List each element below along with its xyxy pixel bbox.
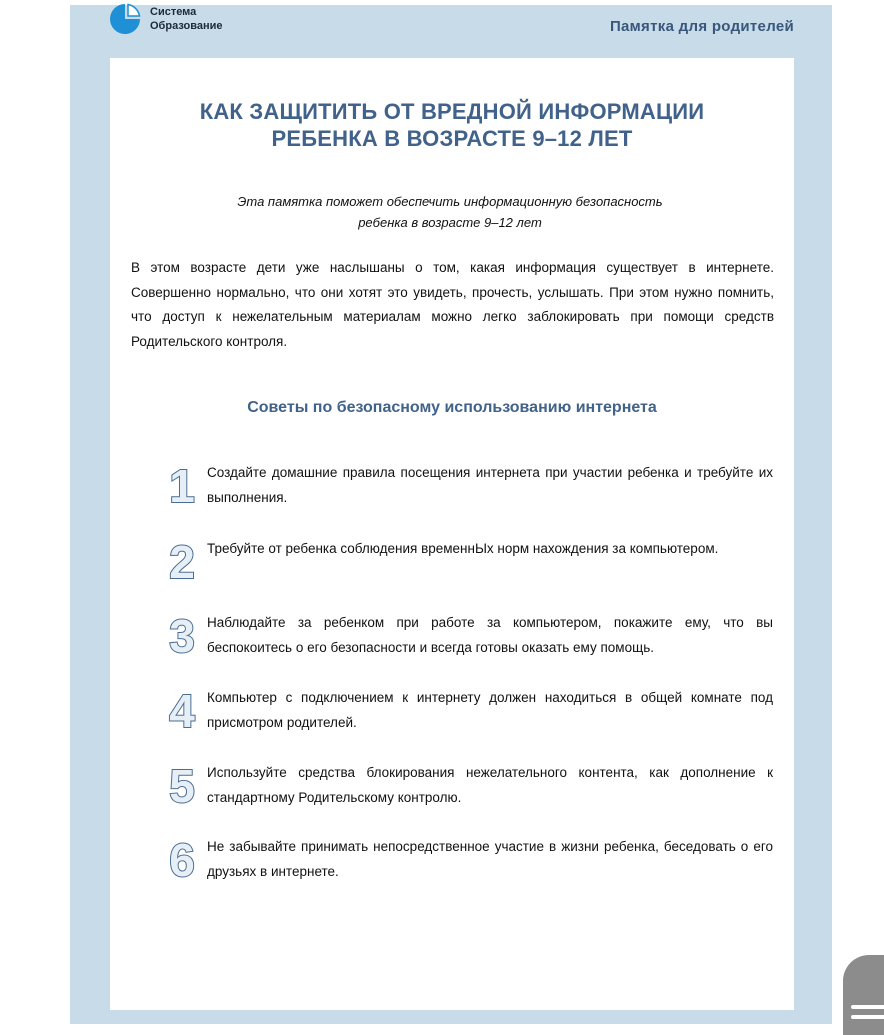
tip-text: Используйте средства блокирования нежелательного контента, как дополнение к стандартному Родительскому контролю. <box>207 765 773 805</box>
tip-number: 5 <box>169 760 195 810</box>
title-line-2: РЕБЕНКА В ВОЗРАСТЕ 9–12 ЛЕТ <box>271 126 633 151</box>
logo-line-2: Образование <box>150 20 223 32</box>
tip-number: 3 <box>169 610 195 660</box>
tip-text: Компьютер с подключением к интернету должен находиться в общей комнате под присмотром родителей. <box>207 690 773 730</box>
tip-number-badge <box>160 460 206 510</box>
tip-text: Не забывайте принимать непосредственное участие в жизни ребенка, беседовать о его друзьях в интернете. <box>207 839 773 879</box>
tip-text: Наблюдайте за ребенком при работе за компьютером, покажите ему, что вы беспокоитесь о его безопасности и всегда готовы оказать ему помощь. <box>207 615 773 655</box>
tip-text: Требуйте от ребенка соблюдения временнЫх норм нахождения за компьютером. <box>207 541 719 556</box>
tip-number: 4 <box>169 685 195 735</box>
header-note: Памятка для родителей <box>609 18 794 35</box>
intro-paragraph: В этом возрасте дети уже наслышаны о том, какая информация существует в интернете. Совершенно нормально, что они хотят это увидеть, прочесть, услышать. При этом нужно помнить, что доступ к нежелательным материалам можно легко заблокировать при помощи средств Родительского контроля. <box>131 260 774 349</box>
subtitle <box>180 191 720 233</box>
tip-number-badge <box>160 685 206 735</box>
scroll-handle-grip-icon <box>851 1005 884 1009</box>
logo-line-1: Система <box>150 6 197 18</box>
tip-item <box>160 536 780 596</box>
tip-number-badge <box>160 536 206 586</box>
tip-text: Создайте домашние правила посещения интернета при участии ребенка и требуйте их выполнения. <box>207 465 773 505</box>
tip-number-badge <box>160 610 206 660</box>
tip-item <box>160 760 780 820</box>
logo-text <box>150 5 223 33</box>
subtitle-line-2: ребенка в возрасте 9–12 лет <box>358 215 542 230</box>
section-title: Советы по безопасному использованию интернета <box>247 399 657 416</box>
tip-item <box>160 685 780 745</box>
title-line-1: КАК ЗАЩИТИТЬ ОТ ВРЕДНОЙ ИНФОРМАЦИИ <box>199 99 705 124</box>
scroll-handle[interactable] <box>843 955 884 1035</box>
page-title <box>110 98 794 152</box>
tip-number: 6 <box>169 834 195 884</box>
tip-item <box>160 834 780 894</box>
subtitle-line-1: Эта памятка поможет обеспечить информационную безопасность <box>237 194 663 209</box>
tip-number: 2 <box>169 536 195 586</box>
tip-item <box>160 460 780 520</box>
tip-number-badge <box>160 760 206 810</box>
scroll-handle-grip-icon <box>851 1015 884 1019</box>
tip-number-badge <box>160 834 206 884</box>
logo <box>108 2 288 42</box>
tip-number: 1 <box>169 460 195 510</box>
logo-mark-icon <box>108 2 142 36</box>
tip-item <box>160 610 780 670</box>
